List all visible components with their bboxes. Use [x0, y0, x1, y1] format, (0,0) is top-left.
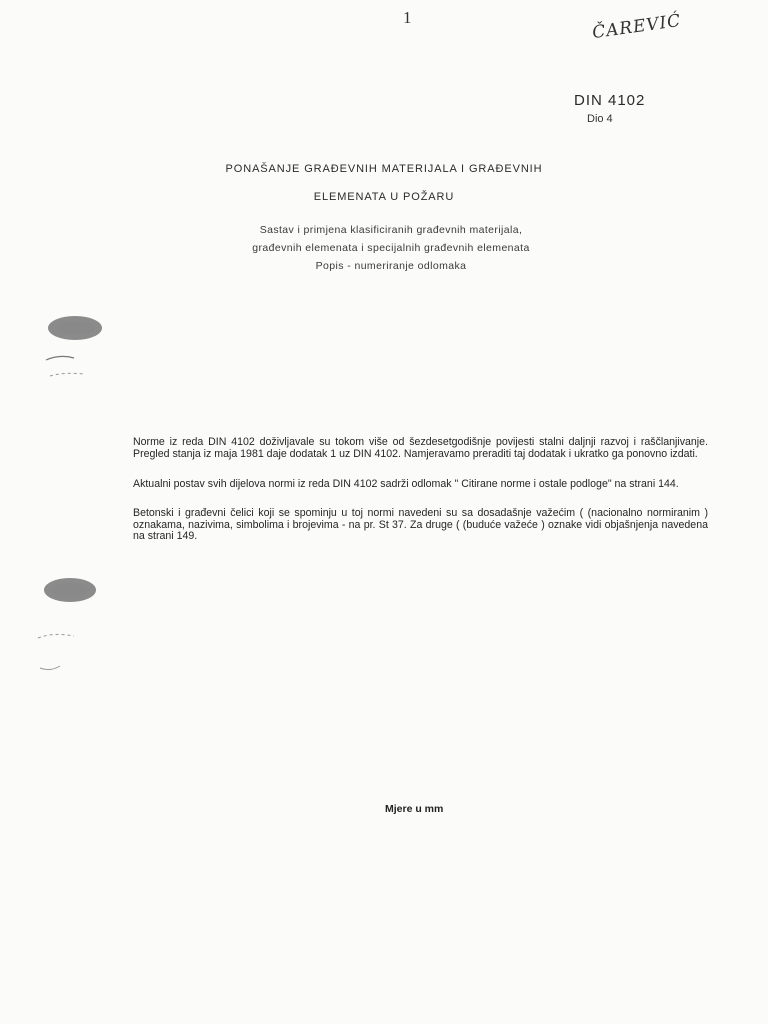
standard-number: DIN 4102 [574, 92, 646, 109]
punch-hole-mark-bottom [30, 568, 110, 688]
subtitle-line-1: Sastav i primjena klasificiranih građevnih materijala, [259, 224, 523, 236]
body-paragraph-1: Norme iz reda DIN 4102 doživljavale su tokom više od šezdesetgodišnje povijesti stalni daljnji razvoj i raščlanjivanje. Pregled stanja iz maja 1981 daje dodatak 1 uz DIN 4102. Namjeravamo preraditi taj dodatak i ukratko ga ponovno izdati. [133, 436, 708, 460]
title-line-2: ELEMENATA U POŽARU [313, 191, 455, 203]
units-note: Mjere u mm [385, 803, 444, 815]
title-line-1: PONAŠANJE GRAĐEVNIH MATERIJALA I GRAĐEVNIH [225, 163, 543, 175]
punch-hole-mark-top [40, 310, 110, 400]
body-paragraph-2: Aktualni postav svih dijelova normi iz reda DIN 4102 sadrži odlomak " Citirane norme i ostale podloge" na strani 144. [133, 478, 679, 490]
body-paragraph-3: Betonski i građevni čelici koji se spominju u toj normi navedeni su sa dosadašnje važećim ( (nacionalno normiranim ) oznakama, nazivima, simbolima i brojevima - na pr. St 37. Za druge ( (buduće važeće ) oznake vidi objašnjenja navedena na strani 149. [133, 507, 708, 542]
part-number: Dio 4 [587, 113, 613, 125]
page-number: 1 [403, 8, 412, 27]
handwritten-note: ČAREVIĆ [591, 10, 683, 44]
subtitle-line-3: Popis - numeriranje odlomaka [315, 260, 467, 272]
subtitle-line-2: građevnih elemenata i specijalnih građevnih elemenata [252, 242, 530, 254]
